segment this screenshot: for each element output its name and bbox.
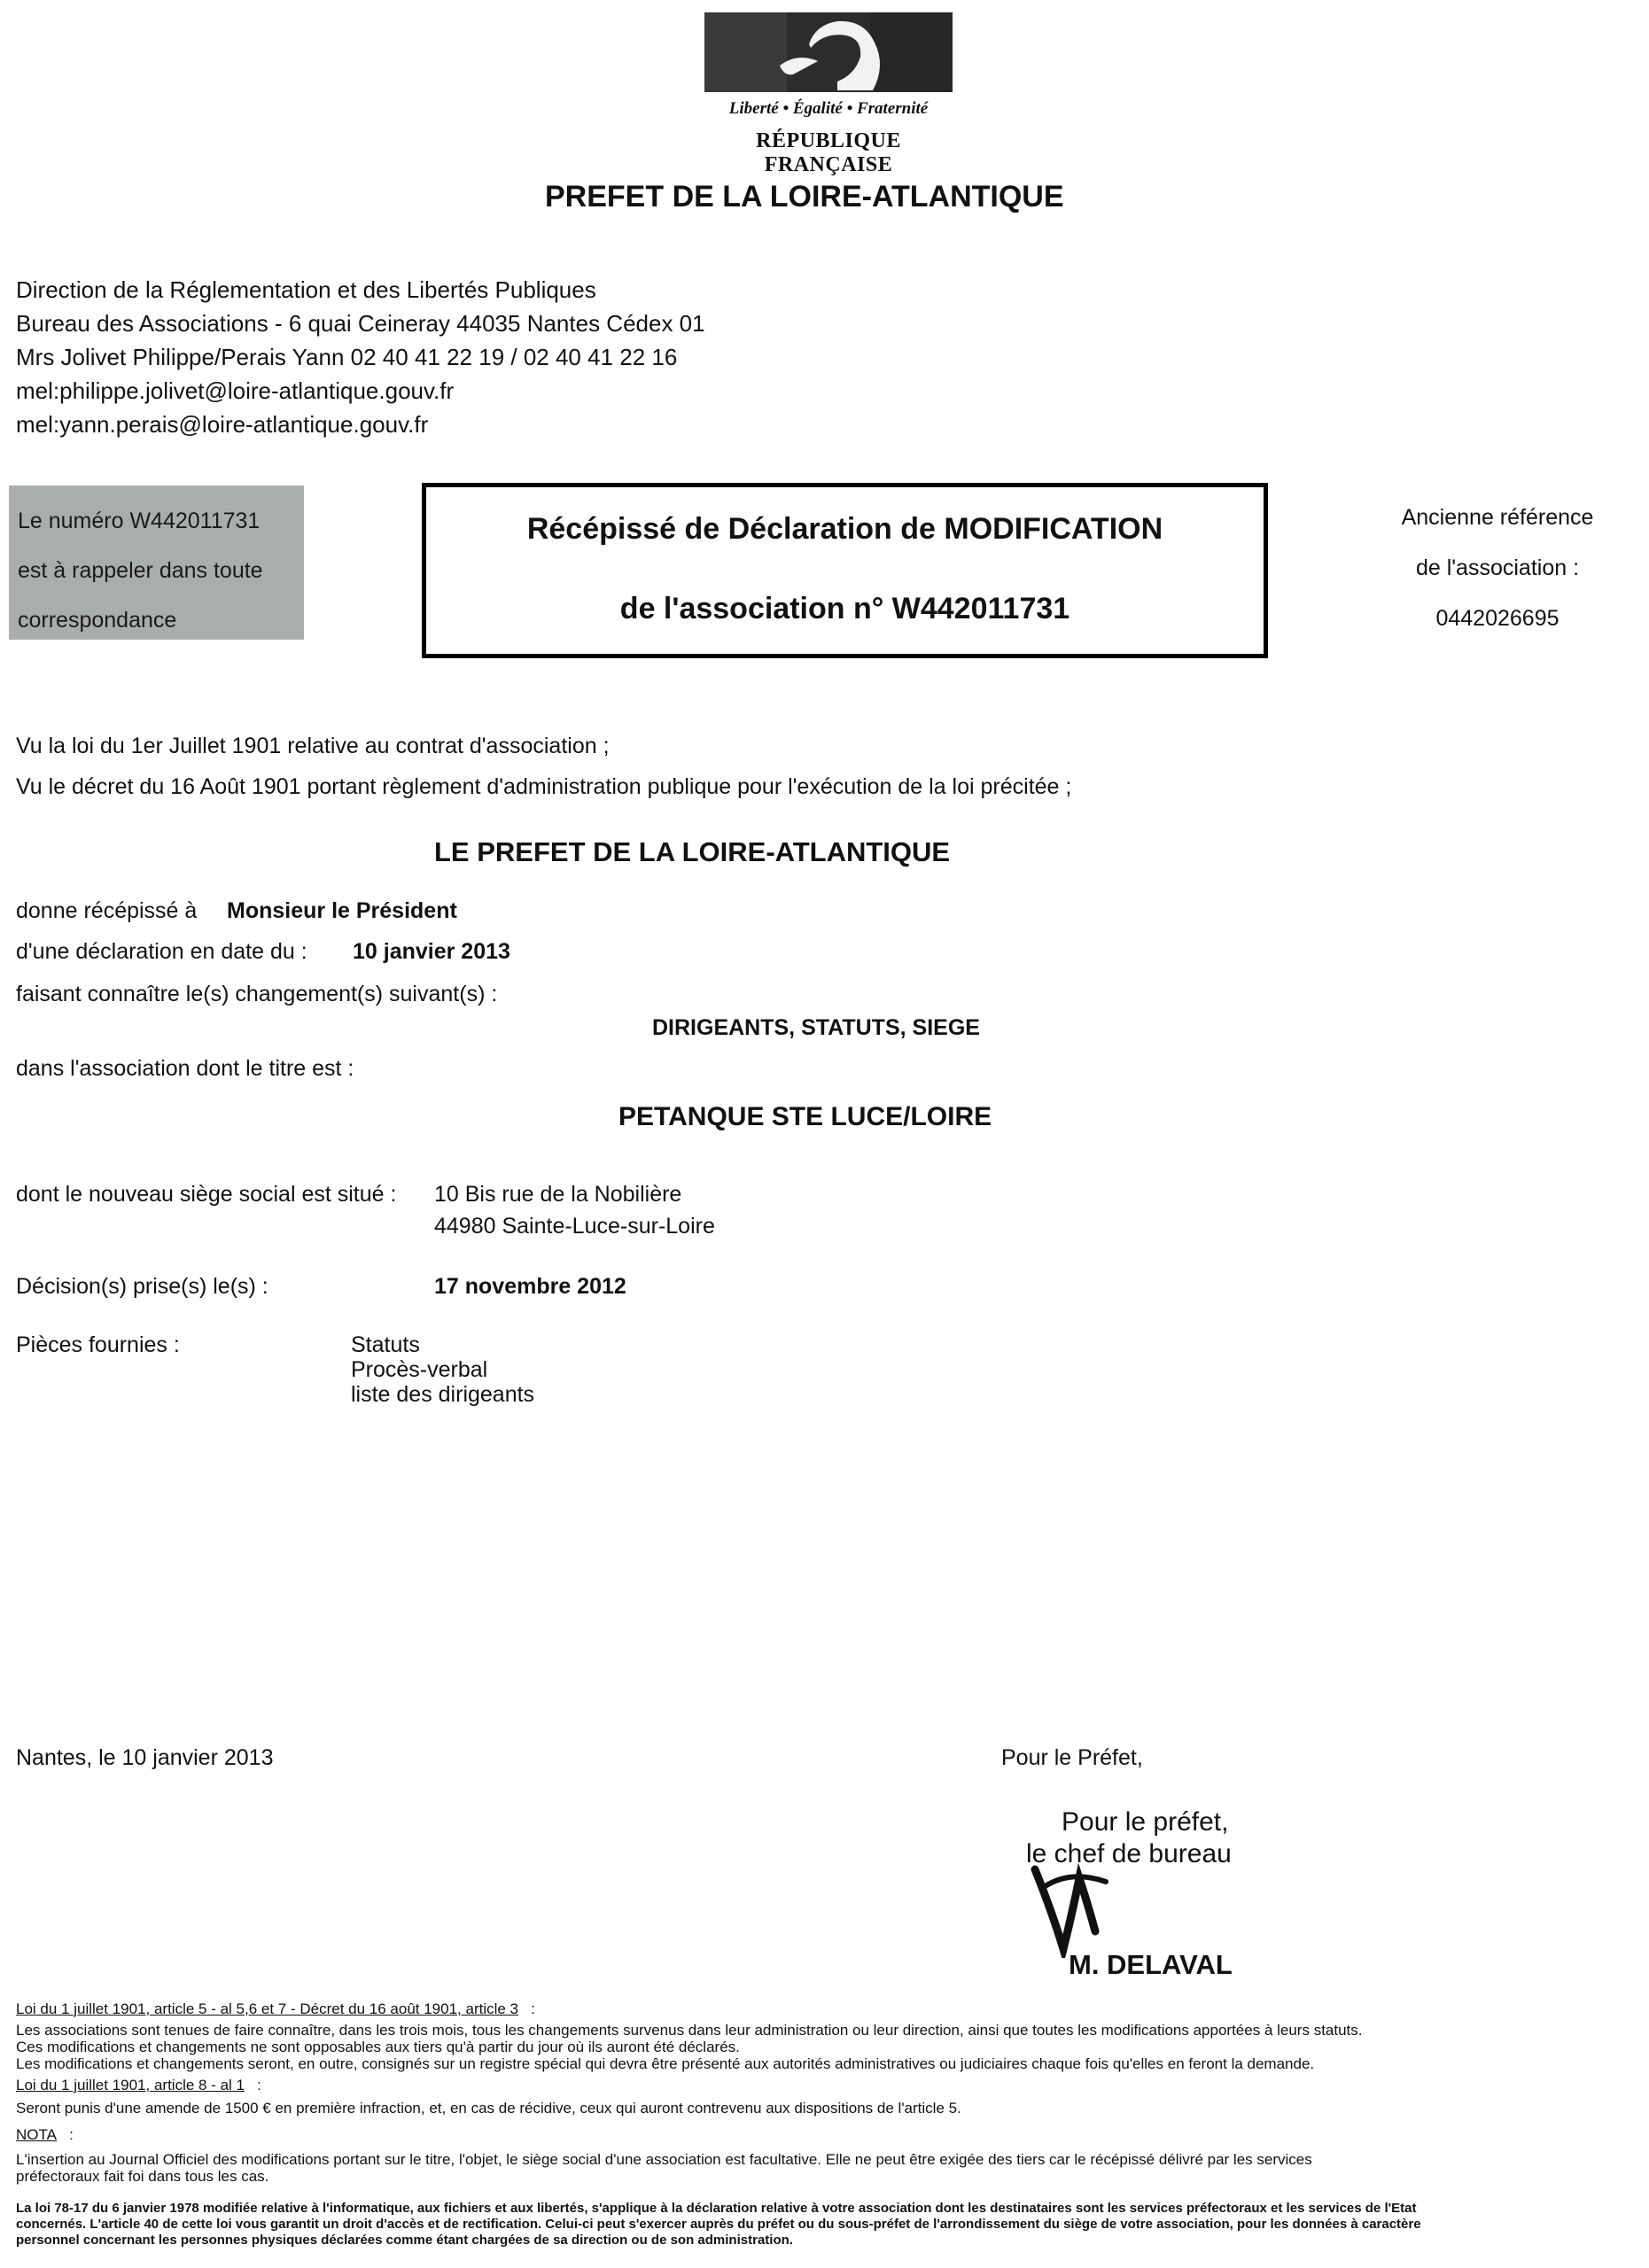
association-title: PETANQUE STE LUCE/LOIRE	[618, 1102, 992, 1131]
seat-line-1: 10 Bis rue de la Nobilière	[434, 1182, 682, 1207]
signatory-name: M. DELAVAL	[1069, 1949, 1233, 1980]
for-prefect: Pour le Préfet,	[1001, 1745, 1143, 1770]
old-reference-line-1: Ancienne référence	[1401, 505, 1594, 530]
reminder-line-1: Le numéro W442011731	[18, 509, 261, 533]
legal-ref-2-text: Loi du 1 juillet 1901, article 8 - al 1	[16, 2077, 245, 2093]
receipt-to-label: donne récépissé à	[16, 898, 198, 923]
legal-ref-1	[16, 2000, 535, 2017]
legal-text-1b: Ces modifications et changements ne sont opposables aux tiers qu'à partir du jour où ils auront été déclarés.	[16, 2039, 740, 2055]
reminder-line-2: est à rappeler dans toute	[18, 558, 263, 583]
old-reference-number: 0442026695	[1435, 606, 1560, 631]
receipt-title-line-1: Récépissé de Déclaration de MODIFICATION	[526, 512, 1163, 546]
document-item: liste des dirigeants	[351, 1382, 535, 1407]
header-contacts: Mrs Jolivet Philippe/Perais Yann 02 40 41 22 19 / 02 40 41 22 16	[16, 344, 678, 370]
documents-label: Pièces fournies :	[16, 1332, 180, 1357]
old-reference	[1347, 493, 1648, 644]
declaration-date-label: d'une déclaration en date du :	[16, 939, 307, 964]
old-reference-line-2: de l'association :	[1415, 555, 1580, 580]
header-bureau: Bureau des Associations - 6 quai Ceineray 44035 Nantes Cédex 01	[16, 310, 705, 337]
header-direction: Direction de la Réglementation et des Libertés Publiques	[16, 276, 596, 303]
document-item: Procès-verbal	[351, 1357, 488, 1382]
header-email-1: mel:philippe.jolivet@loire-atlantique.gouv.fr	[16, 377, 455, 404]
legal-ref-2-suffix: :	[257, 2077, 261, 2093]
header-email-2: mel:yann.perais@loire-atlantique.gouv.fr	[16, 411, 429, 438]
declaration-date-value: 10 janvier 2013	[353, 939, 510, 964]
legal-ref-2	[16, 2077, 261, 2093]
document-item: Statuts	[351, 1332, 420, 1357]
stamp-line-2: le chef de bureau	[1026, 1839, 1232, 1868]
legal-ref-1-text: Loi du 1 juillet 1901, article 5 - al 5,6 et 7 - Décret du 16 août 1901, article 3	[16, 2000, 519, 2017]
cnil-line-2: concernés. L'article 40 de cette loi vous garantit un droit d'accès et de rectification. Celui-ci peut s'exercer auprès du préfet ou du sous-préfet de l'arrondissement du siège de votre association, pour les données à caractère	[16, 2217, 1421, 2232]
reference-reminder-box	[9, 485, 304, 640]
cnil-line-3: personnel concernant les personnes physiques déclarées comme étant chargées de sa direction ou de son administration.	[16, 2233, 793, 2248]
legal-text-1c: Les modifications et changements seront, en outre, consignés sur un registre spécial qui devra être présenté aux autorités administratives ou judiciaires chaque fois qu'elles en feront la demande.	[16, 2055, 1315, 2072]
prefect-heading: LE PREFET DE LA LOIRE-ATLANTIQUE	[434, 836, 951, 867]
signature-stamp	[1026, 1798, 1301, 1984]
marianne-emblem	[704, 12, 953, 92]
decision-label: Décision(s) prise(s) le(s) :	[16, 1274, 268, 1299]
changes-value: DIRIGEANTS, STATUTS, SIEGE	[652, 1015, 980, 1040]
legal-text-2: Seront punis d'une amende de 1500 € en première infraction, et, en cas de récidive, ceux qui auront contrevenu aux dispositions de l'article 5.	[16, 2100, 961, 2117]
stamp-line-1: Pour le préfet,	[1062, 1807, 1229, 1837]
receipt-to-value: Monsieur le Président	[227, 898, 457, 923]
receipt-title-frame	[422, 483, 1268, 658]
decision-value: 17 novembre 2012	[434, 1274, 626, 1299]
republic-name: RÉPUBLIQUE FRANÇAISE	[756, 129, 901, 176]
seat-label: dont le nouveau siège social est situé :	[16, 1182, 397, 1207]
preamble-decree: Vu le décret du 16 Août 1901 portant règlement d'administration publique pour l'exécution de la loi précitée ;	[16, 774, 1072, 799]
place-date: Nantes, le 10 janvier 2013	[16, 1745, 274, 1770]
republique-francaise-logo	[704, 12, 953, 176]
nota-line-2: préfectoraux fait foi dans tous les cas.	[16, 2168, 269, 2185]
changes-label: faisant connaître le(s) changement(s) suivant(s) :	[16, 982, 498, 1006]
title-label: dans l'association dont le titre est :	[16, 1056, 354, 1081]
nota-line-1: L'insertion au Journal Officiel des modifications portant sur le titre, l'objet, le siège social d'une association est facultative. Elle ne peut être exigée des tiers car le récépissé délivré par les services	[16, 2151, 1312, 2168]
legal-text-1a: Les associations sont tenues de faire connaître, dans les trois mois, tous les changements survenus dans leur administration ou leur direction, ainsi que toutes les modifications apportées à leurs statuts.	[16, 2022, 1363, 2039]
preamble-law: Vu la loi du 1er Juillet 1901 relative au contrat d'association ;	[16, 734, 610, 758]
prefecture-title: PREFET DE LA LOIRE-ATLANTIQUE	[545, 180, 1064, 214]
republic-motto: Liberté • Égalité • Fraternité	[728, 99, 929, 118]
nota-suffix: :	[69, 2126, 74, 2143]
nota-label: NOTA	[16, 2126, 57, 2143]
cnil-line-1: La loi 78-17 du 6 janvier 1978 modifiée relative à l'informatique, aux fichiers et aux libertés, s'applique à la déclaration relative à votre association dont les destinataires sont les services préfectoraux et les services de l'Etat	[16, 2201, 1417, 2216]
nota-heading	[16, 2126, 74, 2143]
handwritten-signature-icon	[1026, 1860, 1168, 1958]
legal-ref-1-suffix: :	[531, 2000, 535, 2017]
reminder-line-3: correspondance	[18, 608, 177, 633]
seat-line-2: 44980 Sainte-Luce-sur-Loire	[434, 1214, 715, 1239]
receipt-title-line-2: de l'association n° W442011731	[619, 592, 1070, 625]
